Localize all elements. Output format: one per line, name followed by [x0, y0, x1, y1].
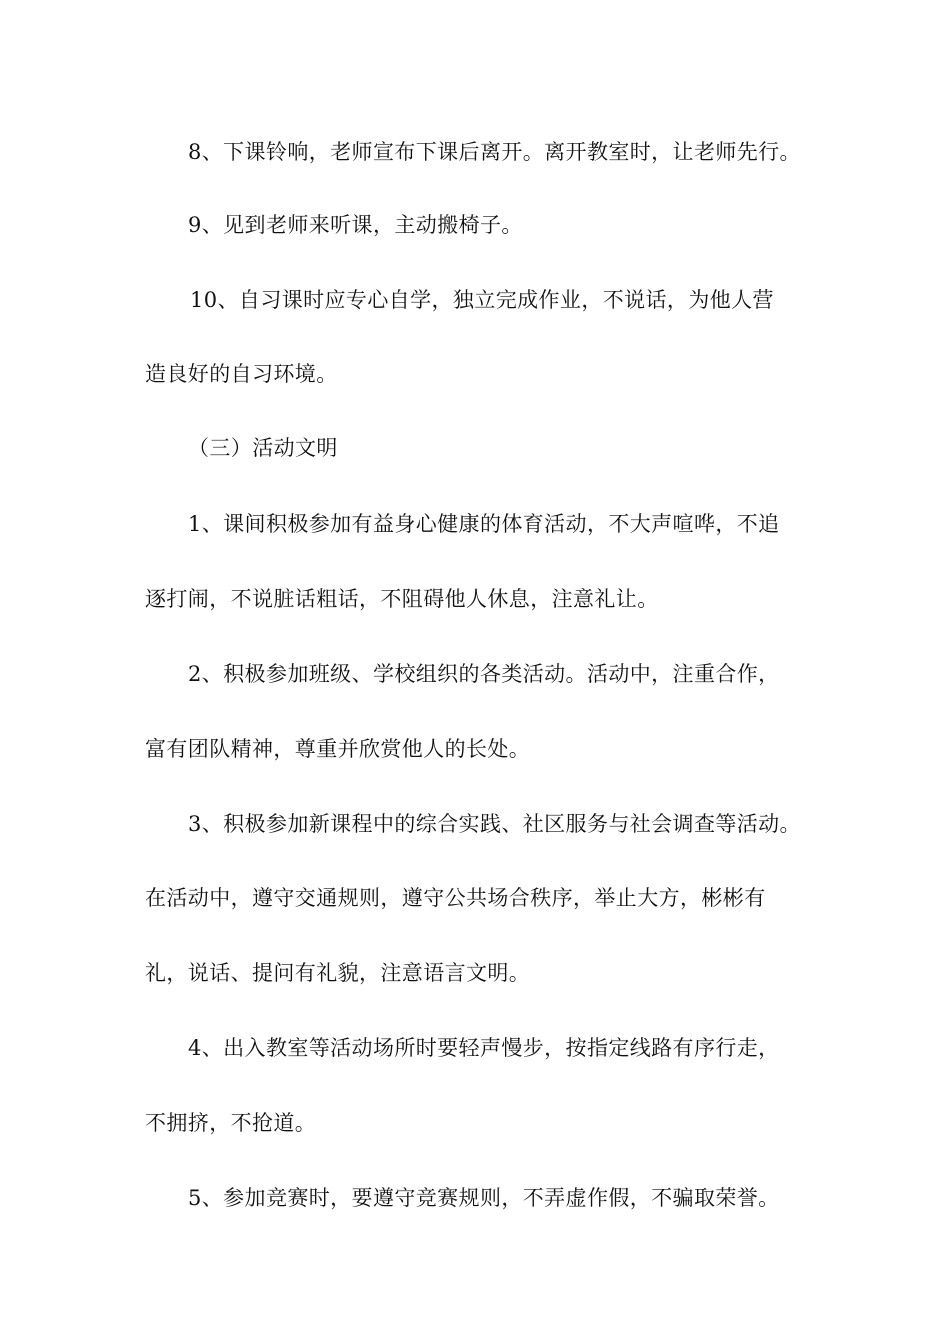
- paragraph-line: 逐打闹，不说脏话粗话，不阻碍他人休息，注意礼让。: [145, 587, 659, 611]
- paragraph-line: 不拥挤，不抢道。: [145, 1111, 317, 1135]
- paragraph-line: 4、出入教室等活动场所时要轻声慢步，按指定线路有序行走，: [188, 1036, 780, 1060]
- paragraph-line: 9、见到老师来听课，主动搬椅子。: [188, 213, 523, 237]
- paragraph-line: 10、自习课时应专心自学，独立完成作业，不说话，为他人营: [190, 288, 774, 312]
- paragraph-line: 富有团队精神，尊重并欣赏他人的长处。: [145, 737, 531, 761]
- paragraph-line: 5、参加竞赛时，要遵守竞赛规则，不弄虚作假，不骗取荣誉。: [188, 1186, 780, 1210]
- section-heading: （三）活动文明: [188, 436, 338, 460]
- paragraph-line: 2、积极参加班级、学校组织的各类活动。活动中，注重合作，: [188, 662, 780, 686]
- paragraph-line: 造良好的自习环境。: [145, 362, 338, 386]
- paragraph-line: 8、下课铃响，老师宣布下课后离开。离开教室时，让老师先行。: [188, 140, 801, 164]
- paragraph-line: 1、课间积极参加有益身心健康的体育活动，不大声喧哗，不追: [188, 512, 780, 536]
- paragraph-line: 在活动中，遵守交通规则，遵守公共场合秩序，举止大方，彬彬有: [145, 886, 766, 910]
- paragraph-line: 3、积极参加新课程中的综合实践、社区服务与社会调查等活动。: [188, 812, 801, 836]
- paragraph-line: 礼，说话、提问有礼貌，注意语言文明。: [145, 961, 531, 985]
